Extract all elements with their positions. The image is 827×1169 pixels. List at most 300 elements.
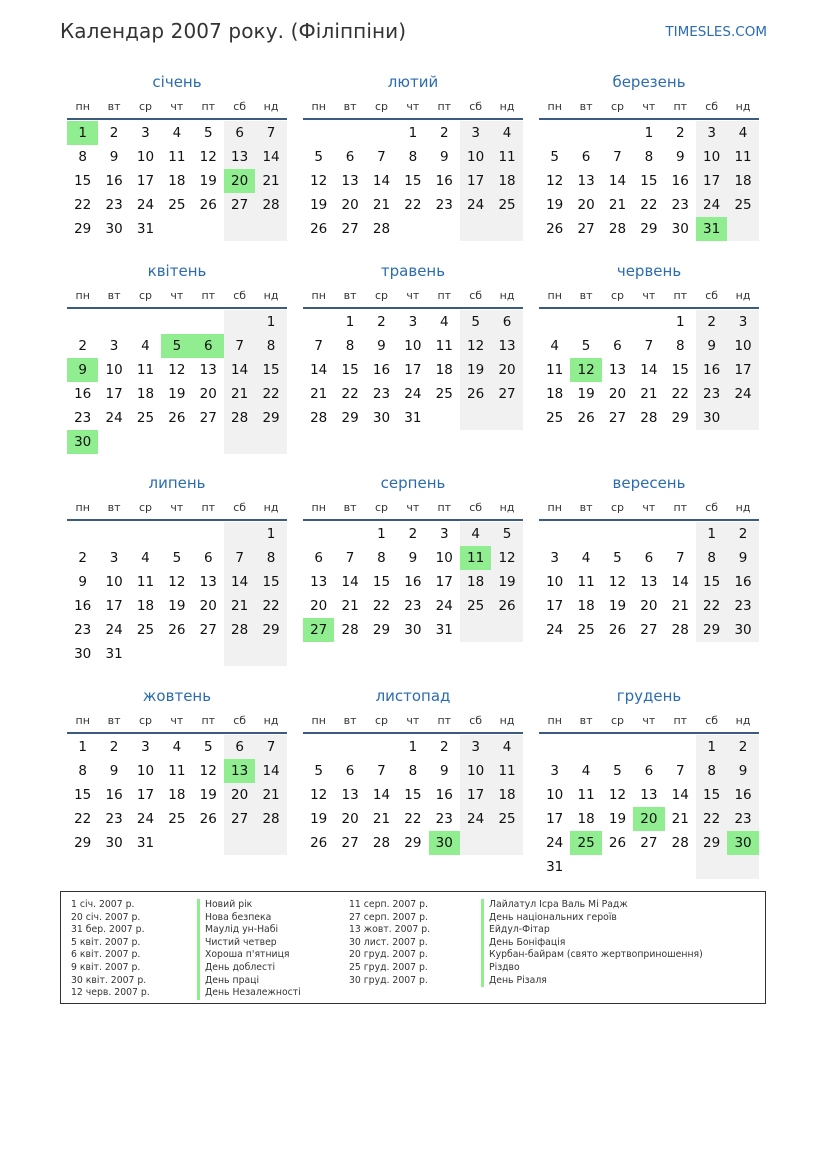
day-cell: 22: [74, 811, 92, 827]
day-empty: [193, 642, 224, 666]
day-empty: [460, 618, 491, 642]
day-cell: 7: [377, 763, 386, 779]
day-cell: 5: [613, 550, 622, 566]
day-cell: 9: [109, 149, 119, 165]
day-cell: 18: [460, 570, 491, 594]
day-cell: 13: [341, 787, 359, 803]
holiday-name: Чистий четвер: [197, 937, 301, 950]
month-5: [303, 259, 523, 430]
weekday-label: чт: [170, 713, 184, 727]
day-cell: 29: [696, 618, 727, 642]
day-cell: 15: [255, 358, 286, 382]
day-cell: 18: [136, 386, 155, 402]
day-cell: 12: [199, 149, 217, 165]
holiday-date: 25 груд. 2007 р.: [349, 961, 428, 973]
month-divider: [303, 732, 523, 734]
day-cell: 17: [435, 574, 453, 590]
day-cell: 9: [408, 550, 418, 566]
day-empty: [460, 831, 491, 855]
day-cell: 14: [255, 759, 286, 783]
day-empty: [429, 406, 460, 430]
weekday-label: нд: [499, 500, 515, 514]
holiday-date: 20 січ. 2007 р.: [71, 911, 141, 923]
day-cell: 19: [460, 358, 491, 382]
day-cell: 28: [671, 622, 689, 638]
day-cell: 11: [168, 763, 186, 779]
day-empty: [193, 430, 224, 454]
day-cell: 22: [404, 811, 422, 827]
day-cell: 2: [727, 735, 758, 759]
holiday-name: Маулід ун-Набі: [197, 924, 301, 937]
day-empty: [491, 618, 522, 642]
day-empty: [255, 831, 286, 855]
day-cell: 29: [341, 410, 359, 426]
day-empty: [491, 831, 522, 855]
day-cell: 22: [404, 197, 422, 213]
weekday-label: нд: [499, 713, 515, 727]
day-cell: 9: [727, 546, 758, 570]
weekday-header: [67, 708, 287, 732]
weekday-label: чт: [642, 99, 656, 113]
day-cell: 25: [168, 811, 186, 827]
day-cell: 1: [675, 314, 685, 330]
day-cell: 1: [408, 125, 418, 141]
weekday-label: пт: [437, 99, 452, 113]
day-cell: 28: [608, 221, 627, 237]
day-cell: 28: [224, 618, 255, 642]
day-cell: 3: [439, 526, 449, 542]
month-8: [303, 471, 523, 642]
day-cell: 7: [224, 546, 255, 570]
weekday-header: [303, 283, 523, 307]
day-cell: 23: [74, 622, 92, 638]
day-cell: 4: [550, 338, 559, 354]
holiday-name: Нова безпека: [197, 912, 301, 925]
weekday-label: пт: [201, 713, 216, 727]
weekday-label: чт: [642, 713, 656, 727]
day-cell: 27: [224, 193, 255, 217]
day-cell: 26: [460, 382, 491, 406]
day-cell: 27: [341, 835, 359, 851]
day-cell: 4: [491, 121, 522, 145]
day-cell: 16: [696, 358, 727, 382]
month-divider: [67, 307, 287, 309]
day-cell: 30: [727, 618, 758, 642]
holiday-date: 27 серп. 2007 р.: [349, 911, 428, 923]
day-grid: [539, 735, 759, 879]
day-cell: 8: [696, 759, 727, 783]
weekday-label: сб: [469, 288, 483, 302]
day-empty: [460, 406, 491, 430]
day-cell: 29: [255, 618, 286, 642]
day-cell: 9: [439, 763, 449, 779]
day-cell: 4: [141, 338, 150, 354]
month-name: серпень: [380, 474, 446, 492]
day-cell: 25: [136, 410, 155, 426]
day-cell-holiday: 12: [570, 358, 601, 382]
day-cell: 26: [168, 622, 186, 638]
day-cell: 17: [105, 386, 123, 402]
day-cell: 13: [491, 334, 522, 358]
day-cell: 2: [727, 522, 758, 546]
day-cell: 15: [74, 787, 92, 803]
day-cell-holiday: 30: [727, 831, 758, 855]
weekday-label: ср: [374, 713, 388, 727]
weekday-label: ср: [610, 288, 624, 302]
weekday-label: чт: [642, 288, 656, 302]
day-empty: [161, 430, 192, 454]
day-cell: 6: [345, 763, 355, 779]
month-name: жовтень: [142, 687, 212, 705]
day-cell: 13: [310, 574, 328, 590]
holiday-date: 11 серп. 2007 р.: [349, 899, 428, 910]
weekday-label: вт: [579, 288, 593, 302]
day-cell: 23: [105, 197, 123, 213]
day-cell: 18: [491, 169, 522, 193]
day-cell: 10: [136, 149, 155, 165]
day-cell: 8: [675, 338, 685, 354]
month-name: березень: [612, 73, 686, 91]
day-cell: 8: [408, 149, 418, 165]
day-cell: 31: [105, 646, 123, 662]
day-empty: [193, 522, 224, 546]
day-cell: 24: [546, 835, 564, 851]
day-cell: 5: [613, 763, 622, 779]
day-cell: 22: [671, 386, 689, 402]
day-cell: 12: [310, 787, 328, 803]
weekday-header: [67, 495, 287, 519]
day-empty: [633, 310, 664, 334]
page-title: Календар 2007 року. (Філіппіни): [60, 19, 407, 43]
day-cell: 2: [78, 550, 87, 566]
month-9: [539, 471, 759, 642]
day-cell: 19: [546, 197, 564, 213]
day-cell: 1: [255, 310, 286, 334]
day-cell: 7: [675, 763, 685, 779]
day-cell: 29: [74, 221, 92, 237]
day-cell: 1: [696, 735, 727, 759]
day-empty: [334, 735, 365, 759]
holiday-date: 30 груд. 2007 р.: [349, 974, 428, 986]
day-cell: 12: [310, 173, 328, 189]
site-link[interactable]: TIMESLES.COM: [665, 24, 767, 40]
day-empty: [602, 310, 633, 334]
day-cell: 10: [105, 362, 123, 378]
day-empty: [429, 217, 460, 241]
day-cell: 2: [696, 310, 727, 334]
day-cell: 14: [671, 574, 689, 590]
day-cell: 19: [168, 598, 186, 614]
holiday-name: День Різаля: [481, 975, 703, 988]
day-cell: 2: [439, 125, 449, 141]
weekday-label: чт: [642, 500, 656, 514]
day-cell: 8: [644, 149, 654, 165]
day-cell: 10: [460, 145, 491, 169]
day-cell: 13: [199, 362, 217, 378]
day-cell: 7: [613, 149, 622, 165]
day-cell: 20: [341, 811, 359, 827]
month-name: січень: [152, 73, 202, 91]
weekday-label: пт: [437, 500, 452, 514]
weekday-header: [303, 94, 523, 118]
day-cell: 7: [644, 338, 654, 354]
day-cell: 17: [404, 362, 422, 378]
day-cell: 8: [78, 763, 87, 779]
day-cell: 18: [136, 598, 155, 614]
day-cell: 8: [377, 550, 386, 566]
day-grid: [303, 121, 523, 241]
day-empty: [255, 217, 286, 241]
holiday-date: 5 квіт. 2007 р.: [71, 936, 141, 948]
weekday-label: сб: [233, 99, 247, 113]
day-cell: 12: [168, 362, 186, 378]
day-cell: 13: [577, 173, 595, 189]
day-cell: 1: [345, 314, 355, 330]
weekday-label: ср: [610, 713, 624, 727]
day-cell: 23: [435, 197, 453, 213]
day-cell: 26: [577, 410, 595, 426]
day-cell: 16: [727, 570, 758, 594]
day-cell: 4: [491, 735, 522, 759]
day-cell: 22: [640, 197, 658, 213]
day-cell: 24: [460, 193, 491, 217]
day-cell: 23: [696, 382, 727, 406]
weekday-label: сб: [233, 500, 247, 514]
weekday-header: [67, 94, 287, 118]
day-cell: 13: [224, 145, 255, 169]
day-cell: 9: [377, 338, 386, 354]
weekday-label: ср: [138, 500, 152, 514]
day-empty: [570, 855, 601, 879]
day-cell: 16: [404, 574, 422, 590]
weekday-label: чт: [170, 288, 184, 302]
day-cell: 10: [404, 338, 422, 354]
day-cell: 22: [696, 807, 727, 831]
day-empty: [130, 642, 161, 666]
day-empty: [570, 735, 601, 759]
day-cell: 26: [199, 197, 217, 213]
day-empty: [67, 522, 98, 546]
day-cell: 20: [640, 598, 658, 614]
day-cell: 15: [341, 362, 359, 378]
day-cell: 25: [168, 197, 186, 213]
weekday-label: пн: [75, 713, 90, 727]
day-cell: 8: [78, 149, 87, 165]
weekday-label: вт: [343, 713, 357, 727]
day-cell: 6: [491, 310, 522, 334]
weekday-label: вт: [107, 288, 121, 302]
day-cell: 13: [640, 574, 658, 590]
day-empty: [334, 522, 365, 546]
day-cell: 27: [341, 221, 359, 237]
day-cell: 20: [199, 386, 217, 402]
month-6: [539, 259, 759, 430]
weekday-label: вт: [343, 500, 357, 514]
day-cell: 14: [372, 173, 391, 189]
day-cell: 2: [408, 526, 418, 542]
day-cell: 17: [136, 787, 155, 803]
day-cell: 18: [491, 783, 522, 807]
day-cell: 4: [581, 550, 591, 566]
holiday-date: 20 груд. 2007 р.: [349, 949, 428, 961]
holiday-names-right: [481, 899, 703, 987]
day-cell: 6: [581, 149, 591, 165]
day-cell: 3: [727, 310, 758, 334]
day-cell: 24: [136, 811, 155, 827]
day-cell-holiday: 25: [570, 831, 601, 855]
holiday-dates-right: [349, 899, 430, 987]
day-empty: [193, 831, 224, 855]
day-cell: 24: [546, 622, 564, 638]
holiday-name: День Боніфація: [481, 937, 703, 950]
day-empty: [161, 831, 192, 855]
holiday-name: День національних героїв: [481, 912, 703, 925]
weekday-label: сб: [705, 288, 719, 302]
day-cell: 18: [577, 598, 595, 614]
weekday-label: пн: [75, 99, 90, 113]
day-cell: 14: [224, 570, 255, 594]
day-cell: 19: [168, 386, 186, 402]
day-cell: 1: [408, 739, 418, 755]
month-1: [67, 70, 287, 241]
day-cell: 24: [105, 622, 123, 638]
day-cell-holiday: 30: [67, 430, 98, 454]
day-cell: 6: [644, 550, 654, 566]
day-empty: [570, 310, 601, 334]
weekday-label: нд: [735, 500, 751, 514]
holiday-name: Різдво: [481, 962, 703, 975]
weekday-label: пн: [311, 99, 326, 113]
day-cell: 10: [546, 787, 564, 803]
weekday-label: вт: [579, 99, 593, 113]
day-empty: [665, 735, 696, 759]
day-cell: 14: [671, 787, 689, 803]
day-cell: 22: [74, 197, 92, 213]
day-cell: 17: [696, 169, 727, 193]
weekday-header: [303, 708, 523, 732]
day-cell: 25: [491, 193, 522, 217]
day-cell: 12: [168, 574, 186, 590]
weekday-label: чт: [406, 500, 420, 514]
holiday-name: Хороша п'ятниця: [197, 949, 301, 962]
day-empty: [161, 217, 192, 241]
day-empty: [366, 735, 397, 759]
day-empty: [602, 522, 633, 546]
day-cell: 15: [696, 570, 727, 594]
day-cell: 2: [109, 739, 119, 755]
month-name: вересень: [612, 474, 686, 492]
day-cell-holiday: 20: [633, 807, 664, 831]
day-cell: 4: [581, 763, 591, 779]
day-cell: 26: [546, 221, 564, 237]
holiday-names-left: [197, 899, 301, 1000]
weekday-label: пн: [547, 500, 562, 514]
day-cell: 21: [640, 386, 658, 402]
day-cell: 28: [255, 193, 286, 217]
weekday-label: чт: [170, 500, 184, 514]
day-cell: 20: [310, 598, 328, 614]
day-cell: 23: [74, 410, 92, 426]
weekday-label: сб: [469, 500, 483, 514]
weekday-label: сб: [469, 99, 483, 113]
day-cell: 28: [372, 835, 391, 851]
day-cell-holiday: 13: [224, 759, 255, 783]
day-grid: [67, 121, 287, 241]
weekday-label: ср: [374, 99, 388, 113]
day-empty: [303, 310, 334, 334]
day-empty: [98, 430, 129, 454]
day-cell: 12: [460, 334, 491, 358]
day-cell: 31: [546, 859, 564, 875]
day-empty: [602, 735, 633, 759]
day-cell: 14: [310, 362, 328, 378]
day-cell: 14: [341, 574, 359, 590]
day-cell: 2: [78, 338, 87, 354]
day-cell: 21: [255, 169, 286, 193]
day-cell: 16: [105, 787, 123, 803]
weekday-label: пн: [547, 288, 562, 302]
day-cell: 16: [435, 787, 453, 803]
weekday-label: пн: [311, 288, 326, 302]
day-empty: [161, 310, 192, 334]
day-cell: 22: [341, 386, 359, 402]
day-cell: 31: [404, 410, 422, 426]
month-12: [539, 684, 759, 879]
day-empty: [633, 735, 664, 759]
day-empty: [539, 735, 570, 759]
day-cell: 19: [608, 811, 627, 827]
day-empty: [224, 310, 255, 334]
day-cell: 10: [546, 574, 564, 590]
day-cell: 17: [727, 358, 758, 382]
day-cell: 7: [675, 550, 685, 566]
weekday-label: сб: [705, 713, 719, 727]
day-cell: 9: [439, 149, 449, 165]
day-empty: [224, 642, 255, 666]
day-cell: 19: [310, 197, 328, 213]
day-empty: [727, 855, 758, 879]
day-cell: 26: [310, 835, 328, 851]
day-grid: [303, 522, 523, 642]
weekday-header: [67, 283, 287, 307]
weekday-label: пн: [311, 713, 326, 727]
day-cell: 25: [727, 193, 758, 217]
day-cell: 19: [577, 386, 595, 402]
day-cell: 15: [696, 783, 727, 807]
day-cell: 4: [727, 121, 758, 145]
day-cell: 3: [109, 338, 119, 354]
day-cell: 16: [372, 362, 391, 378]
day-grid: [303, 310, 523, 430]
day-cell: 5: [203, 125, 213, 141]
day-cell: 28: [255, 807, 286, 831]
holiday-name: День Незалежності: [197, 987, 301, 1000]
month-4: [67, 259, 287, 454]
day-cell: 25: [460, 594, 491, 618]
weekday-label: пт: [673, 713, 688, 727]
day-cell: 28: [640, 410, 658, 426]
day-cell: 12: [608, 787, 627, 803]
day-empty: [633, 855, 664, 879]
weekday-label: вт: [107, 99, 121, 113]
day-cell: 26: [608, 622, 627, 638]
day-cell: 30: [696, 406, 727, 430]
day-cell: 28: [224, 406, 255, 430]
day-cell: 4: [439, 314, 449, 330]
weekday-label: пт: [437, 713, 452, 727]
day-cell: 8: [255, 334, 286, 358]
weekday-label: чт: [406, 288, 420, 302]
